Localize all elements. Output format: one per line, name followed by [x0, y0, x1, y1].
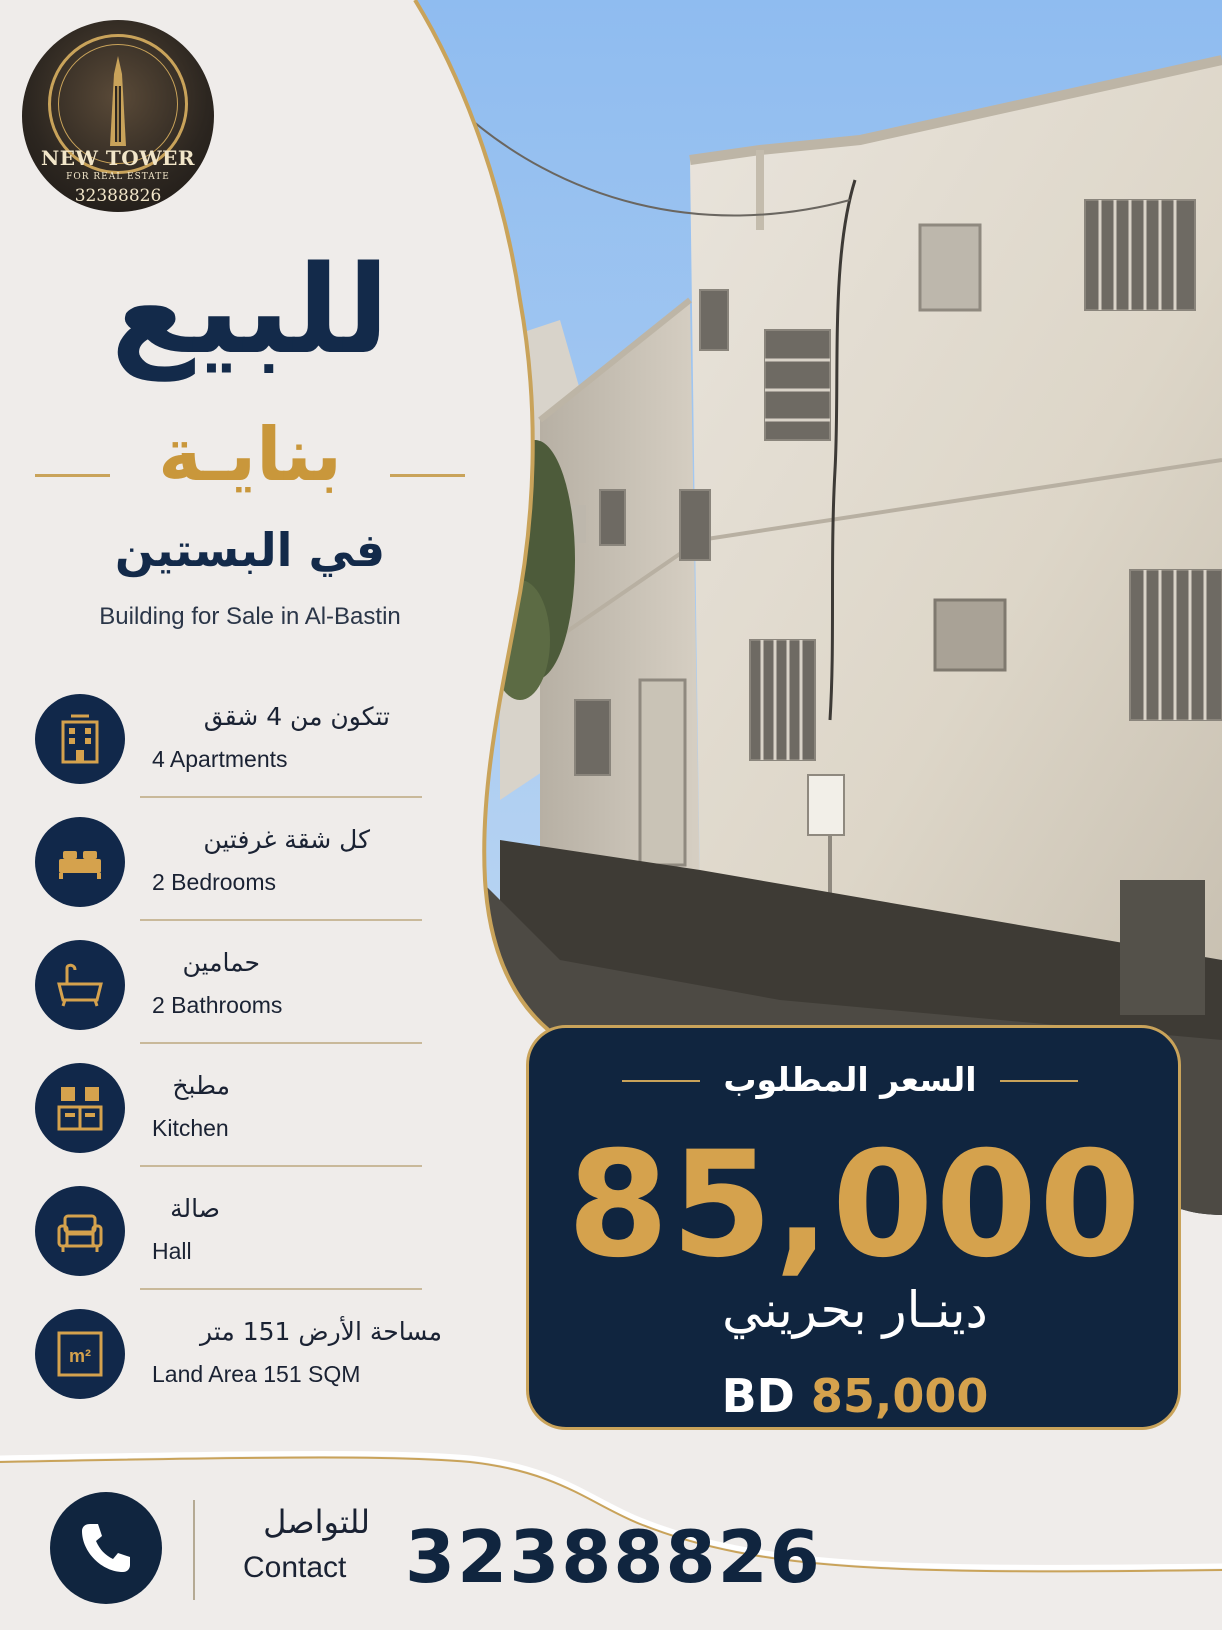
price-label: السعر المطلوب	[723, 1060, 977, 1099]
feature-divider	[140, 1165, 422, 1167]
footer-divider	[193, 1500, 195, 1600]
title-divider-left	[35, 474, 110, 477]
price-currency-code: BD	[721, 1369, 795, 1423]
svg-text:m²: m²	[69, 1346, 91, 1366]
contact-label-en: Contact	[243, 1551, 347, 1584]
feature-en-apartments: 4 Apartments	[152, 746, 288, 772]
price-amount: 85,000	[567, 1120, 1143, 1290]
feature-ar-bathrooms: حمامين	[182, 948, 260, 977]
feature-ar-apartments: تتكون من 4 شقق	[203, 702, 390, 731]
feature-en-kitchen: Kitchen	[152, 1115, 229, 1141]
feature-divider	[140, 1288, 422, 1290]
feature-divider	[140, 1042, 422, 1044]
contact-label-ar: للتواصل	[263, 1503, 370, 1541]
title-for-sale: للبيع	[110, 239, 390, 381]
subtitle-english: Building for Sale in Al-Bastin	[99, 603, 401, 630]
title-divider-right	[390, 474, 465, 477]
logo-tagline: FOR REAL ESTATE	[66, 172, 170, 182]
feature-ar-bedrooms: كل شقة غرفتين	[203, 825, 370, 854]
company-logo	[22, 20, 214, 212]
feature-ar-kitchen: مطبخ	[172, 1071, 230, 1100]
feature-ar-land-area: مساحة الأرض 151 متر	[200, 1317, 442, 1346]
feature-en-bedrooms: 2 Bedrooms	[152, 869, 277, 895]
tower-icon	[102, 56, 134, 146]
feature-icon-badge	[35, 1309, 125, 1399]
contact-phone-number[interactable]: 32388826	[405, 1515, 822, 1599]
feature-divider	[140, 796, 422, 798]
title-property-type: بنايـة	[158, 412, 342, 498]
area-m2-icon	[55, 1329, 105, 1379]
feature-divider	[140, 919, 422, 921]
logo-brand-name: NEW TOWER	[40, 146, 196, 170]
price-amount-en: 85,000	[810, 1369, 989, 1423]
building-icon	[55, 714, 105, 764]
price-divider-left	[622, 1080, 700, 1082]
phone-icon	[76, 1518, 136, 1578]
feature-en-land-area: Land Area 151 SQM	[152, 1361, 361, 1387]
price-divider-right	[1000, 1080, 1078, 1082]
logo-phone: 32388826	[74, 186, 162, 206]
feature-en-hall: Hall	[152, 1238, 192, 1264]
price-bd-line	[600, 1368, 1110, 1424]
feature-en-bathrooms: 2 Bathrooms	[152, 992, 283, 1018]
feature-ar-hall: صالة	[170, 1194, 220, 1223]
title-location: في البستين	[114, 523, 386, 577]
phone-button[interactable]	[50, 1492, 162, 1604]
price-currency-ar: دينـار بحريني	[722, 1281, 988, 1339]
